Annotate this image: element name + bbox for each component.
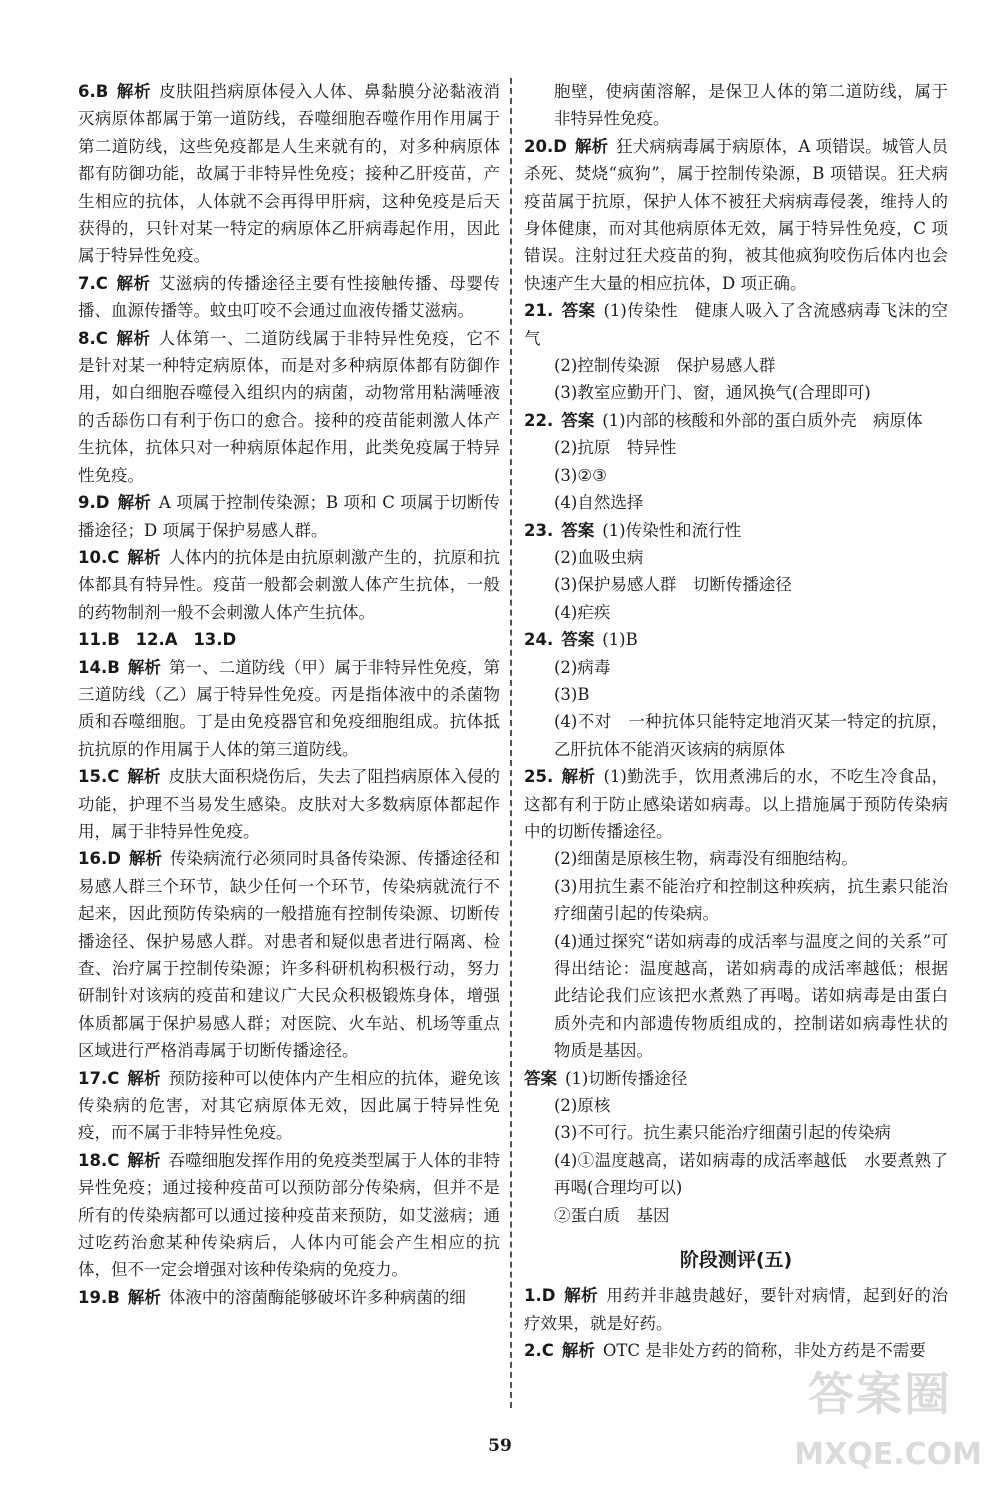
right-column bbox=[524, 78, 948, 1365]
answer-25-key: 答案 (1)切断传播途径 (2)原核 (3)不可行。抗生素只能治疗细菌引起的传染病 (4)①温度越高，诺如病毒的成活率越低 水要煮熟了再喝(合理均可以) ②蛋白质 基因 bbox=[524, 1068, 948, 1225]
watermark-logo-text: 答案圈 bbox=[808, 1367, 952, 1421]
answer-18: 18.C 解析 吞噬细胞发挥作用的免疫类型属于人体的非特异性免疫；通过接种疫苗可以预防部分传染病，但并不是所有的传染病都可以通过接种疫苗来预防，如艾滋病；通过吃药治愈某种传染病后，人体内可能会产生相应的抗体，但不一定会增强对该种传染病的免疫力。 bbox=[78, 1150, 501, 1280]
answer-17: 17.C 解析 预防接种可以使体内产生相应的抗体，避免该传染病的危害，对其它病原体无效，因此属于特异性免疫，而不属于非特异性免疫。 bbox=[78, 1068, 501, 1143]
answer-11-13: 11.B 12.A 13.D bbox=[78, 630, 237, 650]
answer-25-analysis: 25. 解析 (1)勤洗手，饮用煮沸后的水，不吃生冷食品，这都有利于防止感染诺如病毒。以上措施属于预防传染病中的切断传播途径。 (2)细菌是原核生物，病毒没有细胞结构。 (3)用抗生素不能治疗和控制这种疾病，抗生素只能治疗细菌引起的传染病。 (4)通过探究“诺如病毒的成活率与温度之间的关系”可得出结论：温度越高，诺如病毒的成活率越低；根据此结论我们应该把水煮熟了再喝。诺如病毒是由蛋白质外壳和内部遗传物质组成的，控制诺如病毒性状的物质是基因。 bbox=[524, 767, 949, 1061]
answer-16: 16.D 解析 传染病流行必须同时具备传染源、传播途径和易感人群三个环节，缺少任何一个环节，传染病就流行不起来，因此预防传染病的一般措施有控制传染源、切断传播途径、保护易感人群。对患者和疑似患者进行隔离、检查、治疗属于控制传染源；许多科研机构积极行动，努力研制针对该病的疫苗和建议广大民众积极锻炼身体，增强体质都属于保护易感人群；对医院、火车站、机场等重点区域进行严格消毒属于切断传播途径。 bbox=[78, 849, 501, 1061]
answer-20: 20.D 解析 狂犬病病毒属于病原体，A 项错误。城管人员杀死、焚烧“疯狗”，属于控制传染源，B 项错误。狂犬病疫苗属于抗原，保护人体不被狂犬病病毒侵袭，维持人的身体健康，而对其他病原体无效，属于特异性免疫，C 项错误。注射过狂犬疫苗的狗，被其他疯狗咬伤后体内也会快速产生大量的相应抗体，D 项正确。 bbox=[524, 136, 949, 293]
answer-8: 8.C 解析 人体第一、二道防线属于非特异性免疫，它不是针对某一种特定病原体，而是对多种病原体都有防御作用，如白细胞吞噬侵入组织内的病菌，动物常用粘满唾液的舌舔伤口有利于伤口的愈合。接种的疫苗能刺激人体产生抗体，抗体只对一种病原体起作用，此类免疫属于特异性免疫。 bbox=[78, 328, 501, 485]
answer-7: 7.C 解析 艾滋病的传播途径主要有性接触传播、母婴传播、血源传播等。蚊虫叮咬不会通过血液传播艾滋病。 bbox=[78, 273, 501, 321]
watermark-url: MXQE.COM bbox=[794, 1437, 982, 1472]
answer-24: 24. 答案 (1)B (2)病毒 (3)B (4)不对 一种抗体只能特定地消灭某一特定的抗原，乙肝抗体不能消灭该病的病原体 bbox=[524, 630, 948, 759]
answer-14: 14.B 解析 第一、二道防线（甲）属于非特异性免疫，第三道防线（乙）属于特异性免疫。丙是指体液中的杀菌物质和吞噬细胞。丁是由免疫器官和免疫细胞组成。抗体抵抗抗原的作用属于人体的第三道防线。 bbox=[78, 657, 501, 759]
answer-15: 15.C 解析 皮肤大面积烧伤后，失去了阻挡病原体入侵的功能，护理不当易发生感染。皮肤对大多数病原体都起作用，属于非特异性免疫。 bbox=[78, 767, 501, 841]
left-column bbox=[78, 78, 500, 1311]
stage-answer-2: 2.C 解析 OTC 是非处方药的简称，非处方药是不需要 bbox=[524, 1341, 926, 1361]
stage-answer-1: 1.D 解析 用药并非越贵越好，要针对病情，起到好的治疗效果，就是好药。 bbox=[524, 1286, 949, 1333]
answer-22: 22. 答案 (1)内部的核酸和外部的蛋白质外壳 病原体 (2)抗原 特异性 (3)②③ (4)自然选择 bbox=[524, 410, 923, 513]
answer-21: 21. 答案 (1)传染性 健康人吸入了含流感病毒飞沫的空气 (2)控制传染源 保护易感人群 (3)教室应勤开门、窗，通风换气(合理即可) bbox=[524, 301, 949, 403]
column-divider bbox=[510, 78, 512, 1408]
section-title: 阶段测评(五) bbox=[679, 1249, 793, 1272]
page-number: 59 bbox=[488, 1436, 512, 1456]
answer-23: 23. 答案 (1)传染性和流行性 (2)血吸虫病 (3)保护易感人群 切断传播途径 (4)疟疾 bbox=[524, 520, 792, 622]
answer-19: 19.B 解析 体液中的溶菌酶能够破坏许多种病菌的细 bbox=[78, 1287, 466, 1307]
answer-6: 6.B 解析 皮肤阻挡病原体侵入人体、鼻黏膜分泌黏液消灭病原体都属于第一道防线，吞噬细胞吞噬作用作用属于第二道防线，这些免疫都是人生来就有的，对多种病原体都有防御功能，故属于非特异性免疫；接种乙肝疫苗，产生相应的抗体，人体就不会再得甲肝病，这种免疫是后天获得的，只针对某一特定的病原体乙肝病毒起作用，因此属于特异性免疫。 bbox=[78, 82, 501, 266]
watermark-logo bbox=[782, 1358, 982, 1478]
answer-9: 9.D 解析 A 项属于控制传染源；B 项和 C 项属于切断传播途径；D 项属于保护易感人群。 bbox=[78, 493, 500, 540]
answer-10: 10.C 解析 人体内的抗体是由抗原刺激产生的，抗原和抗体都具有特异性。疫苗一般都会刺激人体产生抗体，一般的药物制剂一般不会刺激人体产生抗体。 bbox=[78, 547, 501, 622]
answer-19-continued: 胞壁，使病菌溶解，是保卫人体的第二道防线，属于非特异性免疫。 bbox=[554, 82, 948, 129]
